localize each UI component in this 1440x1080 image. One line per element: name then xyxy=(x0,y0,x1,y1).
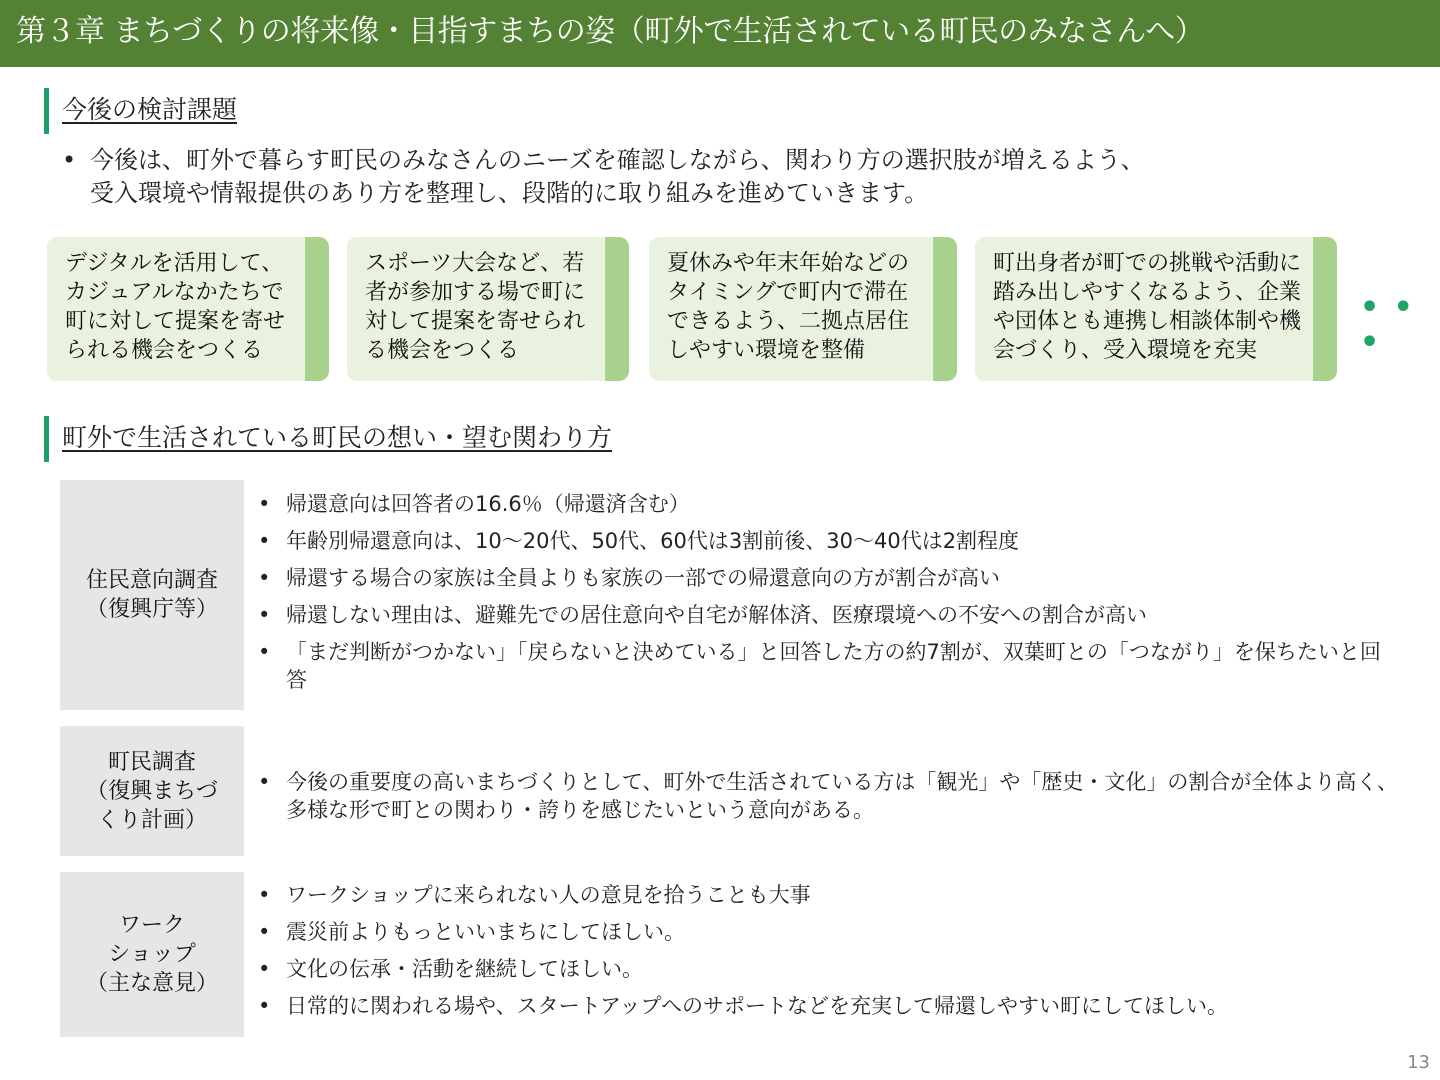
list-item xyxy=(258,601,1408,629)
page-header xyxy=(0,0,1440,67)
card-accent-tab xyxy=(933,237,957,381)
list-item-text: ワークショップに来られない人の意見を拾うことも大事 xyxy=(286,883,811,907)
list-item-text: 帰還意向は回答者の16.6％（帰還済含む） xyxy=(286,492,690,516)
section-heading-issues-label: 今後の検討課題 xyxy=(62,95,238,124)
group-list-workshop xyxy=(258,881,1408,1029)
issue-card-4 xyxy=(975,237,1337,381)
list-item-text: 今後の重要度の高いまちづくりとして、町外で生活されている方は「観光」や「歴史・文化」の割合が全体より高く、多様な形で町との関わり・誇りを感じたいという意向がある。 xyxy=(286,770,1398,822)
list-item xyxy=(258,527,1408,555)
bullet-marker: • xyxy=(258,957,271,981)
bullet-marker: • xyxy=(258,566,271,590)
list-item xyxy=(258,638,1386,694)
list-item xyxy=(258,564,1408,592)
list-item xyxy=(258,881,1408,909)
group-label-resident-survey: 住民意向調査 （復興庁等） xyxy=(60,480,244,710)
issue-card-2-text: スポーツ大会など、若者が参加する場で町に対して提案を寄せられる機会をつくる xyxy=(365,251,586,363)
bullet-marker: • xyxy=(62,146,77,174)
issue-card-3 xyxy=(649,237,957,381)
section-heading-issues xyxy=(44,88,238,134)
bullet-marker: • xyxy=(258,492,271,516)
list-item xyxy=(258,490,1408,518)
more-ellipsis-icon: • • • xyxy=(1360,290,1415,360)
page-number: 13 xyxy=(1407,1052,1430,1073)
bullet-marker: • xyxy=(258,920,271,944)
bullet-marker: • xyxy=(258,770,271,794)
list-item-text: 帰還する場合の家族は全員よりも家族の一部での帰還意向の方が割合が高い xyxy=(286,566,1000,590)
bullet-marker: • xyxy=(258,603,271,627)
group-list-town-survey xyxy=(258,768,1408,833)
list-item-text: 「まだ判断がつかない」「戻らないと決めている」と回答した方の約7割が、双葉町との「つながり」を保ちたいと回答 xyxy=(286,640,1381,692)
bullet-marker: • xyxy=(258,529,271,553)
issue-card-3-text: 夏休みや年末年始などのタイミングで町内で滞在できるよう、二拠点居住しやすい環境を整備 xyxy=(667,251,910,363)
list-item-text: 文化の伝承・活動を継続してほしい。 xyxy=(286,957,643,981)
list-item-text: 日常的に関われる場や、スタートアップへのサポートなどを充実して帰還しやすい町にしてほしい。 xyxy=(286,994,1229,1018)
list-item-text: 年齢別帰還意向は、10～20代、50代、60代は3割前後、30～40代は2割程度 xyxy=(286,529,1020,553)
intro-paragraph xyxy=(62,144,1362,210)
card-accent-tab xyxy=(605,237,629,381)
list-item xyxy=(258,992,1408,1020)
issue-card-2 xyxy=(347,237,629,381)
section-heading-voices xyxy=(44,416,613,462)
list-item-text: 帰還しない理由は、避難先での居住意向や自宅が解体済、医療環境への不安への割合が高い xyxy=(286,603,1147,627)
list-item-text: 震災前よりもっといいまちにしてほしい。 xyxy=(286,920,685,944)
page-title: 第３章 まちづくりの将来像・目指すまちの姿（町外で生活されている町民のみなさんへ） xyxy=(16,14,1205,49)
bullet-marker: • xyxy=(258,883,271,907)
bullet-marker: • xyxy=(258,640,271,664)
section-heading-voices-label: 町外で生活されている町民の想い・望む関わり方 xyxy=(62,423,613,452)
bullet-marker: • xyxy=(258,994,271,1018)
group-list-resident-survey xyxy=(258,490,1408,703)
list-item xyxy=(258,918,1408,946)
issue-card-1 xyxy=(47,237,329,381)
issue-card-4-text: 町出身者が町での挑戦や活動に踏み出しやすくなるよう、企業や団体とも連携し相談体制や機会づくり、受入環境を充実 xyxy=(993,251,1302,363)
intro-text: 今後は、町外で暮らす町民のみなさんのニーズを確認しながら、関わり方の選択肢が増えるよう、 受入環境や情報提供のあり方を整理し、段階的に取り組みを進めていきます。 xyxy=(90,146,1145,207)
card-accent-tab xyxy=(305,237,329,381)
group-label-workshop: ワーク ショップ （主な意見） xyxy=(60,872,244,1037)
list-item xyxy=(258,955,1408,983)
card-accent-tab xyxy=(1313,237,1337,381)
group-label-town-survey: 町民調査 （復興まちづ くり計画） xyxy=(60,726,244,856)
list-item xyxy=(258,768,1408,824)
issue-card-1-text: デジタルを活用して、カジュアルなかたちで町に対して提案を寄せられる機会をつくる xyxy=(65,251,286,363)
